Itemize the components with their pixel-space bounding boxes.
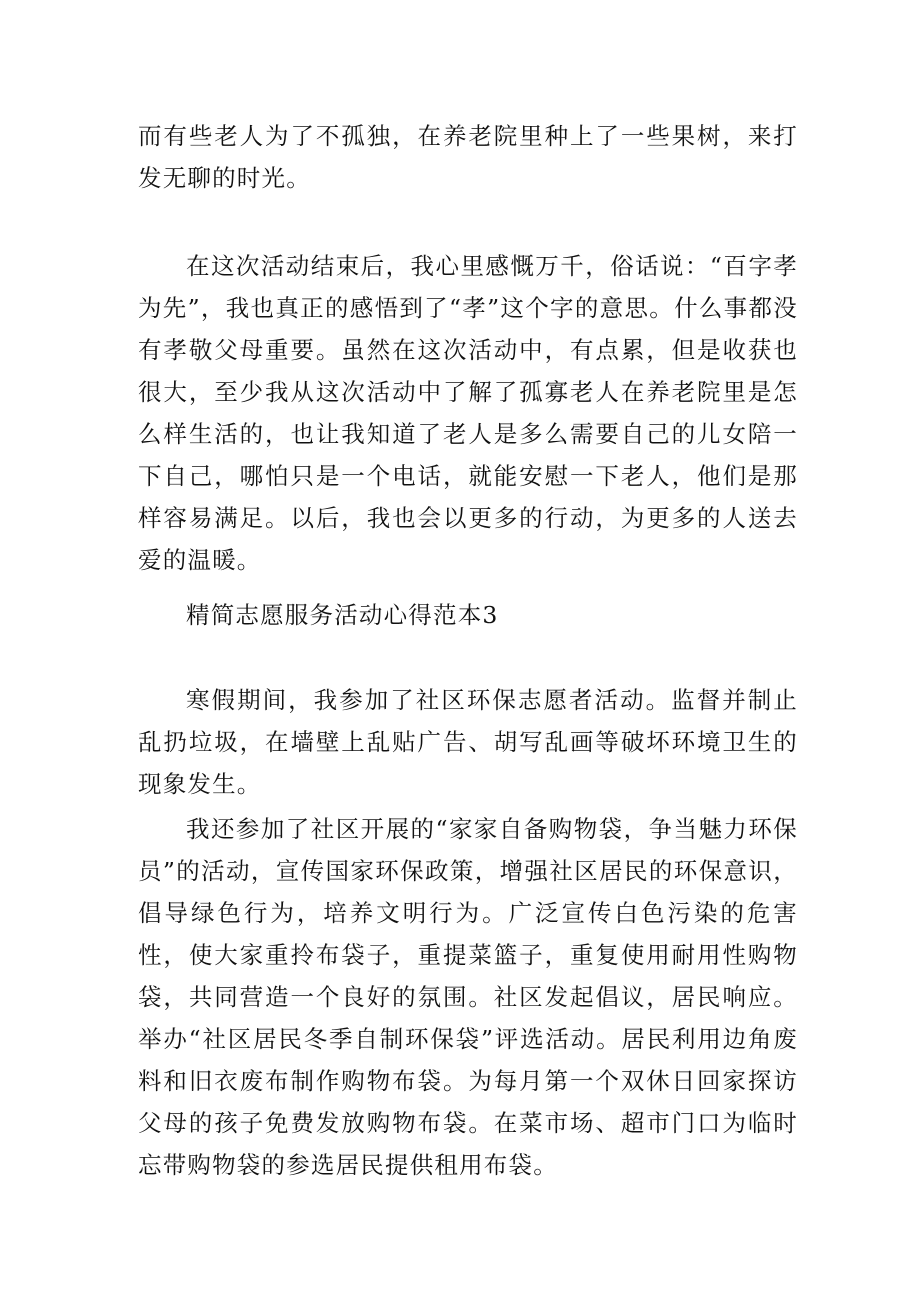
paragraph-reflection: 在这次活动结束后，我心里感慨万千，俗话说：“百字孝为先”，我也真正的感悟到了“孝”这个字的意思。什么事都没有孝敬父母重要。虽然在这次活动中，有点累，但是收获也很大，至少我从这次活动中了解了孤寡老人在养老院里是怎么样生活的，也让我知道了老人是多么需要自己的儿女陪一下自己，哪怕只是一个电话，就能安慰一下老人，他们是那样容易满足。以后，我也会以更多的行动，为更多的人送去爱的温暖。 <box>138 252 798 574</box>
paragraph-winter-activity: 寒假期间，我参加了社区环保志愿者活动。监督并制止乱扔垃圾，在墙壁上乱贴广告、胡写乱画等破坏环境卫生的现象发生。 <box>138 686 798 798</box>
section-heading: 精简志愿服务活动心得范本3 <box>186 601 499 629</box>
paragraph-continuation: 而有些老人为了不孤独，在养老院里种上了一些果树，来打发无聊的时光。 <box>138 122 798 192</box>
paragraph-shopping-bag-campaign: 我还参加了社区开展的“家家自备购物袋，争当魅力环保员”的活动，宣传国家环保政策，增强社区居民的环保意识，倡导绿色行为，培养文明行为。广泛宣传白色污染的危害性，使大家重拎布袋子，重提菜篮子，重复使用耐用性购物袋，共同营造一个良好的氛围。社区发起倡议，居民响应。举办“社区居民冬季自制环保袋”评选活动。居民利用边角废料和旧衣废布制作购物布袋。为每月第一个双休日回家探访父母的孩子免费发放购物布袋。在菜市场、超市门口为临时忘带购物袋的参选居民提供租用布袋。 <box>138 815 798 1179</box>
